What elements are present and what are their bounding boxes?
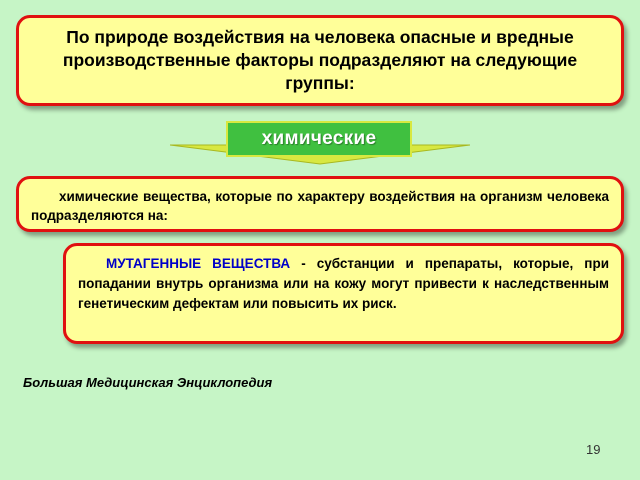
title-box: [16, 15, 624, 106]
mutagen-term: МУТАГЕННЫЕ ВЕЩЕСТВА: [106, 256, 291, 271]
mutagen-paragraph: [78, 254, 609, 314]
mutagen-box: [63, 243, 624, 344]
category-label: химические: [226, 121, 412, 157]
description-text: химические вещества, которые по характеру воздействия на организм человека подразделяются на:: [31, 189, 609, 223]
page-number: 19: [586, 442, 601, 457]
mutagen-definition: - субстанции и препараты, которые, при попадании внутрь организма или на кожу могут привести к наследственным генетическим дефектам или повысить их риск.: [78, 256, 610, 311]
description-box: [16, 176, 624, 232]
slide-title: По природе воздействия на человека опасные и вредные производственные факторы подразделяют на следующие группы:: [62, 27, 578, 93]
source-citation: Большая Медицинская Энциклопедия: [23, 375, 273, 390]
